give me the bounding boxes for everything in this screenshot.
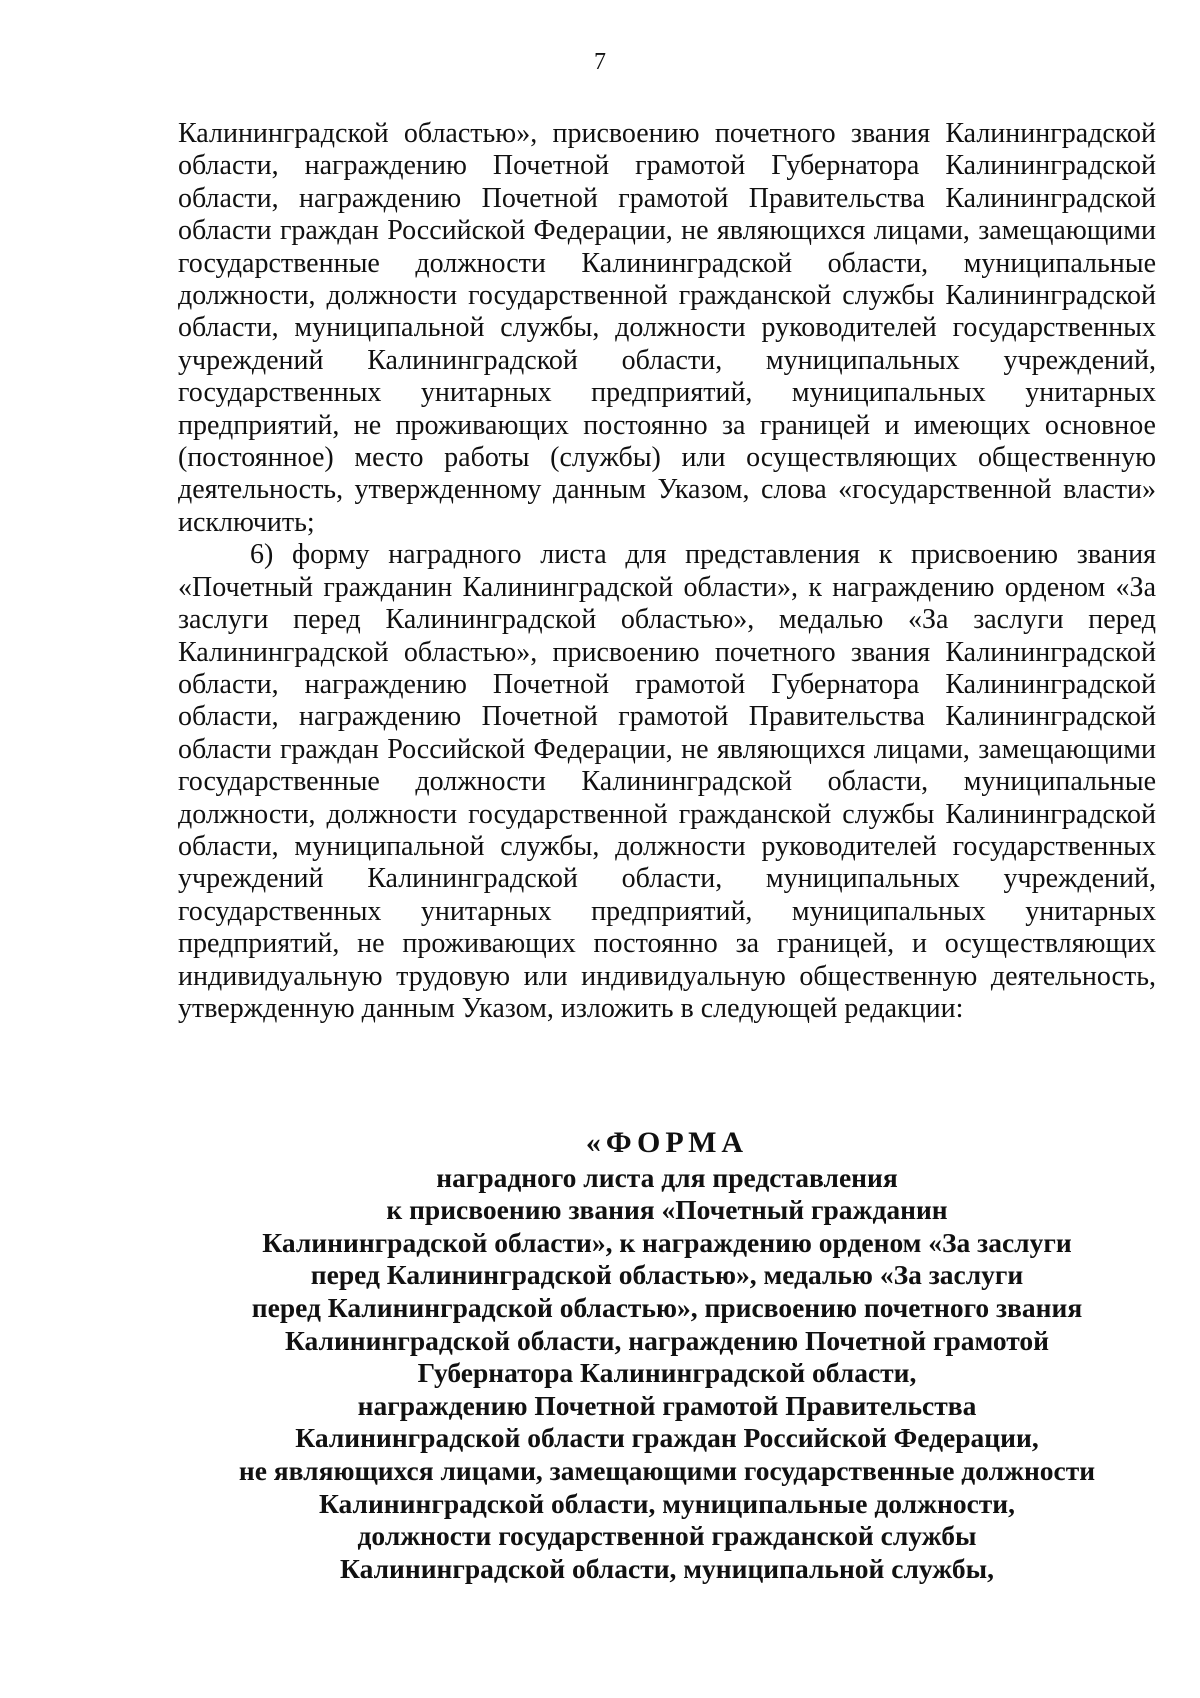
form-heading-line: Калининградской области граждан Российской Федерации, — [295, 1422, 1039, 1454]
form-heading-line: перед Калининградской областью», присвоению почетного звания — [251, 1291, 1083, 1323]
form-heading — [178, 1127, 1156, 1585]
form-heading-line: Калининградской области, муниципальной службы, — [340, 1552, 994, 1584]
form-heading-line: наградного листа для представления — [436, 1161, 898, 1193]
form-heading-line: к присвоению звания «Почетный гражданин — [386, 1194, 948, 1226]
paragraph-continuation: Калининградской областью», присвоению почетного звания Калининградской области, награждению Почетной грамотой Губернатора Калининградской области, награждению Почетной грамотой Правительства Калининградской области граждан Российской Федерации, не являющихся лицами, замещающими государственные должности Калининградской области, муниципальные должности, должности государственной гражданской службы Калининградской области, муниципальной службы, должности руководителей государственных учреждений Калининградской области, муниципальных учреждений, государственных унитарных предприятий, муниципальных унитарных предприятий, не проживающих постоянно за границей и имеющих основное (постоянное) место работы (службы) или осуществляющих общественную деятельность, утвержденному данным Указом, слова «государственной власти» исключить; — [178, 118, 1156, 538]
form-heading-line: награждению Почетной грамотой Правительства — [357, 1389, 977, 1421]
form-title: «ФОРМА — [585, 1126, 749, 1159]
form-heading-line: не являющихся лицами, замещающими государственные должности — [238, 1454, 1096, 1486]
form-heading-line: Калининградской области, муниципальные должности, — [318, 1487, 1016, 1519]
paragraph-item-6: 6) форму наградного листа для представления к присвоению звания «Почетный гражданин Калининградской области», к награждению орденом «За заслуги перед Калининградской областью», медалью «За заслуги перед Калининградской областью», присвоению почетного звания Калининградской области, награждению Почетной грамотой Губернатора Калининградской области, награждению Почетной грамотой Правительства Калининградской области граждан Российской Федерации, не являющихся лицами, замещающими государственные должности Калининградской области, муниципальные должности, должности государственной гражданской службы Калининградской области, муниципальной службы, должности руководителей государственных учреждений Калининградской области, муниципальных учреждений, государственных унитарных предприятий, муниципальных унитарных предприятий, не проживающих постоянно за границей, и осуществляющих индивидуальную трудовую или индивидуальную общественную деятельность, утвержденную данным Указом, изложить в следующей редакции: — [178, 539, 1156, 1024]
form-heading-line: Калининградской области», к награждению орденом «За заслуги — [262, 1226, 1072, 1258]
form-heading-line: Калининградской области, награждению Почетной грамотой — [284, 1324, 1050, 1356]
form-heading-line: должности государственной гражданской службы — [357, 1520, 977, 1552]
form-heading-line: Губернатора Калининградской области, — [417, 1357, 917, 1389]
body-text — [178, 118, 1156, 1025]
page-number: 7 — [594, 49, 606, 75]
form-heading-line: перед Калининградской областью», медалью «За заслуги — [310, 1259, 1024, 1291]
